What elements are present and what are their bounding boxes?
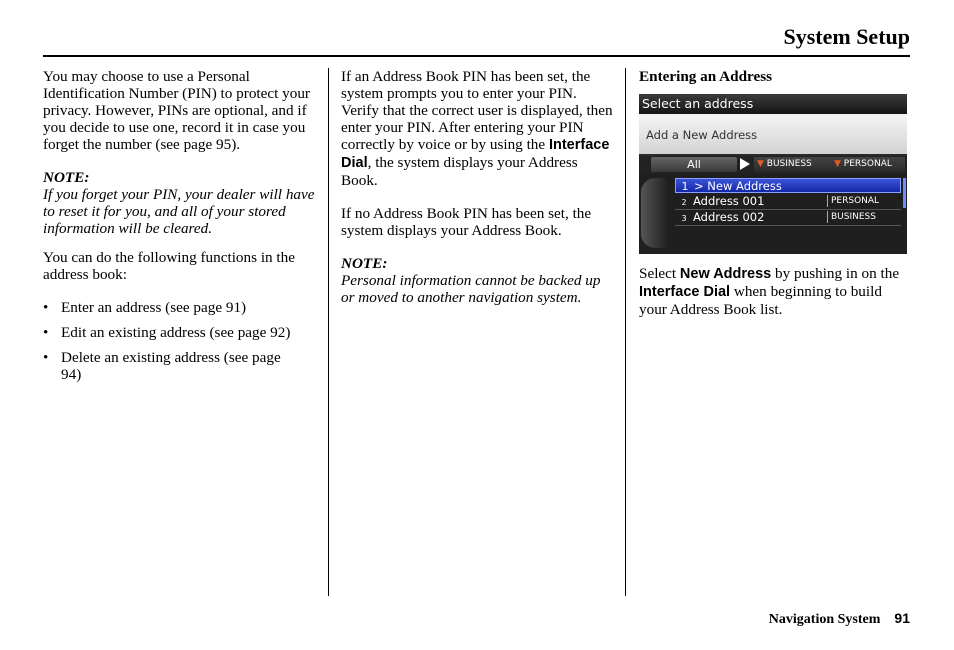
list-item-address[interactable] [675, 210, 901, 225]
bullet: • [43, 299, 49, 316]
column-divider [625, 68, 626, 596]
list-item [43, 299, 323, 316]
page-title: System Setup [783, 24, 910, 49]
note-heading: NOTE: [43, 169, 90, 186]
interface-dial-term: Interface Dial [639, 284, 731, 300]
row-label: > New Address [694, 179, 782, 193]
add-address-panel[interactable] [639, 114, 907, 154]
column-3 [639, 68, 911, 334]
bullet: • [43, 324, 49, 341]
section-heading: Entering an Address [639, 68, 773, 85]
no-pin-paragraph: If no Address Book PIN has been set, the system displays your Address Book. [341, 205, 592, 239]
select-new-address-paragraph: Select New Address by pushing in on the Interface Dial when beginning to build your Address Book list. [639, 265, 900, 318]
dial-graphic [641, 178, 667, 248]
category-tag: BUSINESS [827, 211, 901, 223]
list-item-text: Delete an existing address (see page 94) [61, 349, 281, 383]
new-address-term: New Address [679, 266, 772, 282]
column-1 [43, 68, 323, 391]
note-text: If you forget your PIN, your dealer will have to reset it for you, and all of your stored information will be cleared. [43, 186, 315, 237]
page-number: 91 [894, 610, 910, 626]
screen-title: Select an address [639, 94, 907, 114]
bullet: • [43, 349, 49, 366]
list-item-address[interactable] [675, 194, 901, 209]
scrollbar[interactable] [903, 178, 906, 208]
note-heading: NOTE: [341, 255, 388, 272]
tab-personal[interactable]: ▼ PERSONAL [831, 157, 905, 172]
pushpin-icon: ▼ [757, 159, 764, 169]
list-item-new-address[interactable] [675, 178, 901, 193]
list-item-text: Enter an address (see page 91) [61, 299, 247, 316]
tab-business[interactable]: ▼ BUSINESS [754, 157, 831, 172]
pin-intro-paragraph: You may choose to use a Personal Identification Number (PIN) to protect your privacy. However, PINs are optional, and if you decide to use one, record it in case you forget the number (see page 95). [43, 68, 310, 153]
pin-prompt-paragraph: If an Address Book PIN has been set, the system prompts you to enter your PIN. Verify that the correct user is displayed, then enter your PIN. After entering your PIN correctly by voice or by using the Interface Dial, the system displays your Address Book. [341, 68, 613, 189]
tab-all[interactable]: All [651, 157, 737, 172]
list-item [43, 349, 286, 383]
category-tabs [639, 156, 907, 174]
page-footer [769, 610, 910, 628]
row-number: 1 [681, 180, 689, 193]
add-new-address-label: Add a New Address [646, 128, 758, 142]
list-item [43, 324, 323, 341]
interface-dial-term: Interface Dial [341, 137, 610, 171]
play-arrow-icon [740, 158, 750, 170]
note-text: Personal information cannot be backed up or moved to another navigation system. [341, 272, 601, 306]
address-list [639, 174, 907, 254]
row-divider [675, 225, 901, 226]
row-label: Address 002 [693, 210, 765, 224]
row-number: 3 [681, 214, 687, 223]
header-rule [43, 55, 910, 57]
pushpin-icon: ▼ [834, 159, 841, 169]
list-item-text: Edit an existing address (see page 92) [61, 324, 291, 341]
footer-label: Navigation System [768, 612, 881, 627]
column-divider [328, 68, 329, 596]
category-tag: PERSONAL [827, 195, 901, 207]
row-label: Address 001 [693, 194, 765, 208]
column-2 [341, 68, 616, 318]
functions-paragraph: You can do the following functions in the address book: [43, 249, 295, 283]
functions-list [43, 299, 323, 383]
nav-screen-screenshot [639, 94, 907, 254]
row-number: 2 [681, 198, 687, 207]
